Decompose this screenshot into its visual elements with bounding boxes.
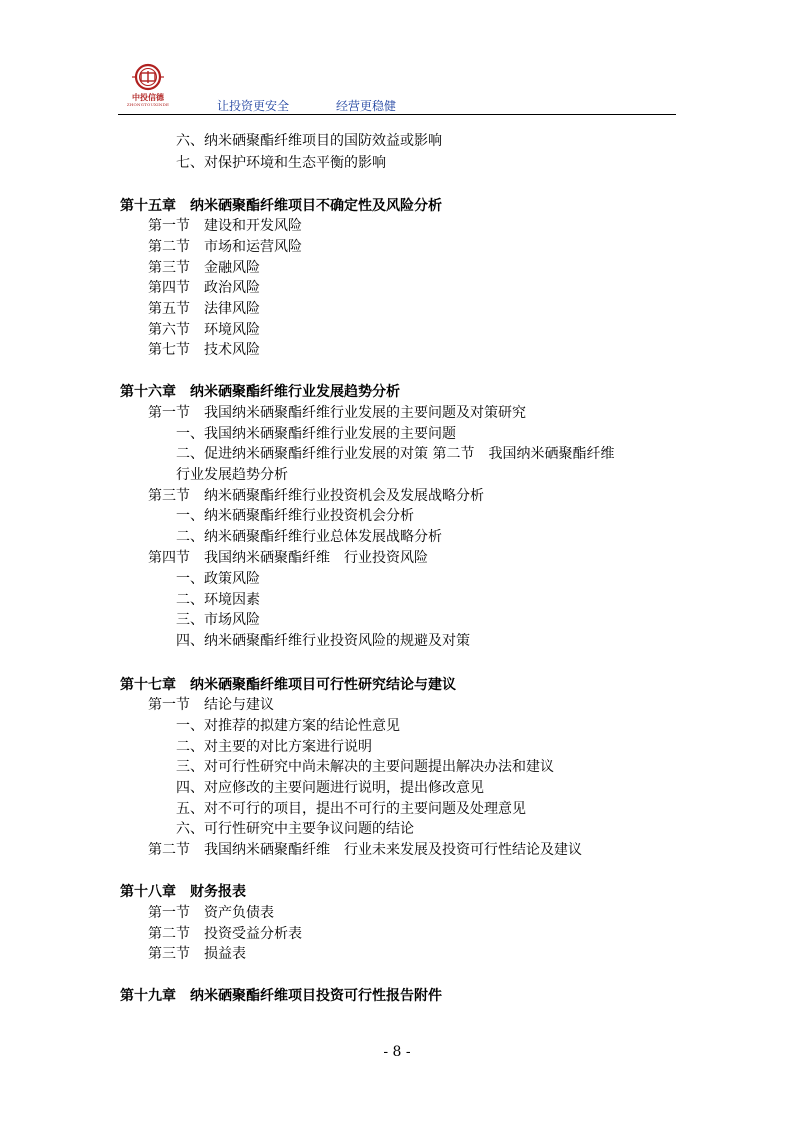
logo-subtext: ZHONGTOUXINDE [126, 102, 170, 107]
toc-item: 六、可行性研究中主要争议问题的结论 [176, 821, 414, 837]
logo-text: 中投信德 [132, 92, 164, 102]
toc-chapter-heading: 第十六章 纳米硒聚酯纤维行业发展趋势分析 [120, 384, 400, 400]
toc-item: 六、纳米硒聚酯纤维项目的国防效益或影响 [176, 133, 442, 149]
toc-item: 三、对可行性研究中尚未解决的主要问题提出解决办法和建议 [176, 759, 554, 775]
toc-item: 四、纳米硒聚酯纤维行业投资风险的规避及对策 [176, 633, 470, 649]
toc-section: 第六节 环境风险 [148, 322, 260, 338]
toc-chapter-heading: 第十五章 纳米硒聚酯纤维项目不确定性及风险分析 [120, 198, 442, 214]
toc-section: 第一节 我国纳米硒聚酯纤维行业发展的主要问题及对策研究 [148, 405, 526, 421]
toc-section: 第一节 资产负债表 [148, 905, 274, 921]
toc-section: 第一节 结论与建议 [148, 697, 274, 713]
toc-item: 一、政策风险 [176, 571, 260, 587]
toc-section: 第二节 市场和运营风险 [148, 239, 302, 255]
toc-item: 二、环境因素 [176, 592, 260, 608]
toc-section: 第四节 我国纳米硒聚酯纤维 行业投资风险 [148, 550, 428, 566]
toc-item: 四、对应修改的主要问题进行说明，提出修改意见 [176, 780, 484, 796]
toc-section: 第二节 我国纳米硒聚酯纤维 行业未来发展及投资可行性结论及建议 [148, 842, 582, 858]
header-slogan-left: 让投资更安全 [217, 99, 290, 113]
toc-item: 二、对主要的对比方案进行说明 [176, 739, 372, 755]
page-number: - 8 - [383, 1044, 411, 1060]
logo-emblem-icon [118, 62, 178, 94]
toc-section: 第一节 建设和开发风险 [148, 218, 302, 234]
toc-item: 七、对保护环境和生态平衡的影响 [176, 155, 386, 171]
header-slogan-right: 经营更稳健 [336, 99, 397, 113]
toc-section: 第五节 法律风险 [148, 301, 260, 317]
toc-chapter-heading: 第十八章 财务报表 [120, 884, 246, 900]
toc-item: 二、纳米硒聚酯纤维行业总体发展战略分析 [176, 529, 442, 545]
header-divider [118, 114, 676, 115]
toc-item: 一、我国纳米硒聚酯纤维行业发展的主要问题 [176, 426, 456, 442]
toc-chapter-heading: 第十九章 纳米硒聚酯纤维项目投资可行性报告附件 [120, 988, 442, 1004]
toc-section: 第三节 纳米硒聚酯纤维行业投资机会及发展战略分析 [148, 488, 484, 504]
toc-section: 第七节 技术风险 [148, 342, 260, 358]
toc-chapter-heading: 第十七章 纳米硒聚酯纤维项目可行性研究结论与建议 [120, 677, 456, 693]
toc-item: 一、纳米硒聚酯纤维行业投资机会分析 [176, 508, 414, 524]
toc-section: 第二节 投资受益分析表 [148, 926, 302, 942]
toc-section: 第三节 损益表 [148, 946, 246, 962]
toc-item: 一、对推荐的拟建方案的结论性意见 [176, 718, 400, 734]
page-header [118, 62, 676, 116]
toc-item-continuation: 行业发展趋势分析 [176, 467, 288, 483]
toc-section: 第四节 政治风险 [148, 280, 260, 296]
toc-item: 五、对不可行的项目，提出不可行的主要问题及处理意见 [176, 801, 526, 817]
toc-item: 三、市场风险 [176, 612, 260, 628]
company-logo [118, 62, 178, 112]
toc-section: 第三节 金融风险 [148, 260, 260, 276]
toc-item: 二、促进纳米硒聚酯纤维行业发展的对策 第二节 我国纳米硒聚酯纤维 [176, 446, 615, 462]
